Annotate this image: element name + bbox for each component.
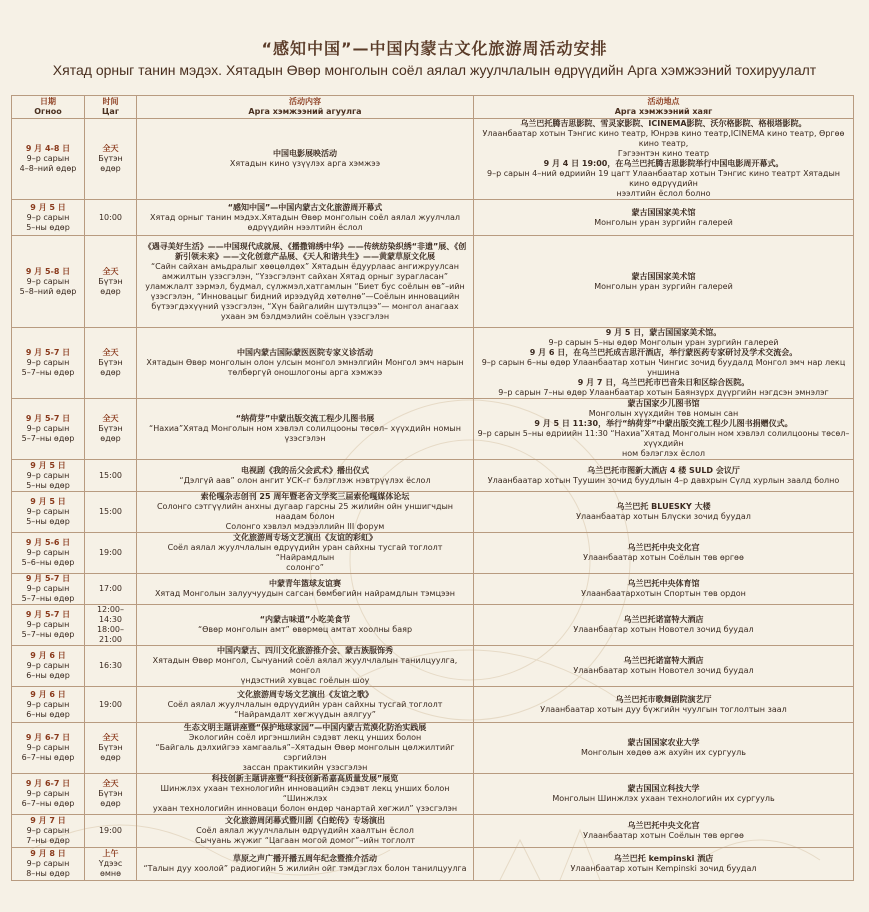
content-line: “Сайн сайхан амьдралыг хөөцөлдөх” Хятадын ёдуурлаас ангижруулсан амжилтын үзэсгэлэн, “Үзэсгэлэнт сайхан Хятад орныг зурагласан” уламжлалт зэрмэл, будмал, сүлжмэл,хатгамлын “Биет бус соёлын өв”–ийн үзэсгэлэн, “Инновацыг бидний ирээдүйд хөтөлнө”—Соёлын инновацийн бүтээгдэхүүний үзэсгэлэн, “Хүн байгалийн шүтэлцээ”— монгол анагаах ухаан эм бэлдмэлийн соёлын үзэсгэлэн — [145, 261, 465, 321]
date-cell — [12, 605, 85, 646]
content-line: зассан практикийн үзэсгэлэн — [242, 763, 368, 772]
date-line: 9–р сарын — [26, 620, 70, 629]
venue-line: 乌兰巴托中央体育馆 — [627, 579, 700, 588]
date-line: 5–7–ны өдөр — [21, 434, 75, 443]
table-row — [12, 399, 854, 460]
time-cell — [85, 399, 137, 460]
date-cell — [12, 646, 85, 687]
date-cell — [12, 533, 85, 574]
date-line: 6–ны өдөр — [26, 671, 70, 680]
content-cell — [137, 492, 474, 533]
content-line: Соёл аялал жуулчлалын өдрүүдийн уран сайхны тусгай тоглолт “Найрамдлын — [167, 543, 443, 562]
venue-line: 9–р сарын 4–ний өдриийн 19 цагт Улаанбаатар хотын Тэнгис кино театрт Хятадын кино өдрүүдийн — [486, 169, 841, 188]
time-line: 19:00 — [98, 826, 123, 835]
venue-line: 蒙古国国家农业大学 — [627, 738, 700, 747]
date-cell — [12, 492, 85, 533]
content-line: 科技创新主题讲座暨“科技创新希嘉高质量发展”展览 — [211, 774, 399, 783]
table-row — [12, 236, 854, 328]
date-line: 9–р сарын — [26, 661, 70, 670]
content-line: Солонго хэвлэл мэдээллийн III форум — [225, 522, 385, 531]
venue-line: Улаанбаатар хотын Тэнгис кино театр, Юнрэв кино театр,ICINEMA кино театр, Өргөө кино театр, — [482, 129, 845, 148]
time-line: 10:00 — [98, 212, 123, 222]
date-line: 9 月 6-7 日 — [25, 733, 71, 742]
page-title-chinese: “感知中国”—中国内蒙古文化旅游周活动安排 — [261, 39, 608, 58]
date-line: 5–ны өдөр — [26, 222, 70, 232]
content-line: Хятад Монголын залуучуудын сагсан бөмбөгийн найрамдлын тэмцээн — [154, 589, 456, 598]
time-line: 全天 — [102, 144, 119, 153]
content-cell — [137, 399, 474, 460]
date-line: 9 月 5-8 日 — [25, 266, 71, 276]
date-line: 5–8–ний өдөр — [19, 286, 77, 296]
table-row — [12, 815, 854, 848]
venue-line: Монголын Шинжлэх ухаан технологийн их сургууль — [552, 794, 775, 803]
date-line: 9–р сарын — [26, 276, 70, 286]
date-line: 9 月 6-7 日 — [25, 779, 71, 788]
date-cell — [12, 848, 85, 881]
venue-cell — [474, 723, 854, 774]
venue-line: 9 月 6 日，在乌兰巴托成吉思汗酒店，举行蒙医药专家研讨及学术交流会。 — [529, 348, 798, 357]
date-line: 9–р сарын — [26, 584, 70, 593]
content-cell — [137, 723, 474, 774]
date-line: 9–р сарын — [26, 424, 70, 433]
content-line: 《遇寻美好生活》——中国现代成就展、《播撒锦绣中华》——传统纺染织绣“非遗”展、《创新引领未来》——文化创意产品展、《天人和谐共生》——黄蒙草原文化展 — [143, 241, 467, 261]
date-cell — [12, 815, 85, 848]
content-cell — [137, 605, 474, 646]
venue-cell — [474, 815, 854, 848]
table-row — [12, 605, 854, 646]
time-line: 全天 — [102, 266, 119, 276]
date-cell — [12, 399, 85, 460]
content-line: 索伦嘎杂志创刊 25 周年暨老舍文学奖三届索伦嘎媒体论坛 — [200, 492, 410, 501]
time-cell — [85, 774, 137, 815]
venue-cell — [474, 200, 854, 236]
date-line: 9–р сарын — [26, 699, 70, 709]
content-line: “Өвөр монголын амт” өвөрмөц амтат хоолны баяр — [197, 625, 413, 634]
content-line: Соёл аялал жуулчлалын өдрүүдийн уран сайхны тусгай тоглолт — [167, 699, 443, 709]
time-line: Бүтэн өдөр — [98, 358, 123, 377]
venue-line: 乌兰巴托中央文化宫 — [627, 543, 700, 552]
date-cell — [12, 236, 85, 328]
content-line: “Байгаль дэлхийгээ хамгаалья”–Хятадын Өвөр монголын цөлжилтийг сэргийлэн — [155, 743, 455, 762]
header-content: 活动内容 Арга хэмжээний агуулга — [137, 96, 474, 119]
time-line: 12:00–14:30 — [96, 605, 125, 624]
content-line: өдрүүдийн нээлтийн ёслол — [247, 222, 363, 232]
content-cell — [137, 646, 474, 687]
table-row — [12, 687, 854, 723]
content-line: “Найрамдалт хөгжүүдын аялгуу” — [234, 709, 376, 719]
venue-cell — [474, 605, 854, 646]
venue-cell — [474, 460, 854, 492]
date-line: 9 月 5-7 日 — [25, 348, 71, 357]
venue-line: Улаанбаатар хотын Новотел зочид буудал — [573, 666, 754, 675]
content-cell — [137, 815, 474, 848]
date-line: 5–6–ны өдөр — [21, 558, 75, 567]
date-line: 6–7–ны өдөр — [21, 753, 75, 762]
content-line: Шинжлэх ухаан технологийн инновацийн сэдэвт лекц унших болон “Шинжлэх — [160, 784, 450, 803]
venue-cell — [474, 119, 854, 200]
time-line: 全天 — [102, 779, 119, 788]
content-line: “内蒙古味道”小吃美食节 — [259, 615, 351, 624]
date-cell — [12, 119, 85, 200]
venue-line: 9–р сарын 6–ны өдөр Улаанбаатар хотын Чингис зочид буудалд Монгол эмч нар лекц уншина — [481, 358, 846, 377]
schedule-table — [11, 95, 854, 881]
time-line: 15:00 — [98, 507, 123, 516]
content-line: Экологийн соёл иргэншлийн сэдэвт лекц унших болон — [188, 733, 422, 742]
content-line: “Нахиа”Хятад Монголын ном хэвлэл солилцооны төсөл– хүүхдийн номын — [149, 424, 461, 433]
date-line: 9 月 5-7 日 — [25, 414, 71, 423]
venue-line: 乌兰巴托市图新大酒店 4 楼 SULD 会议厅 — [587, 465, 740, 475]
table-row — [12, 119, 854, 200]
date-line: 9–р сарын — [26, 826, 70, 835]
page-title-mongolian: Хятад орныг танин мэдэх. Хятадын Өвөр монголын соёл аялал жуулчлалын өдрүүдийн Арга хэмжээний тохируулалт — [52, 62, 817, 78]
date-line: 6–7–ны өдөр — [21, 799, 75, 808]
content-line: Хятадын Өвөр монгол, Сычуаний соёл аялал жуулчлалын танилцуулга, монгол — [152, 656, 458, 675]
time-line: 17:00 — [98, 584, 123, 593]
content-line: 中国内蒙古、四川文化旅游推介会、蒙古族服饰秀 — [217, 646, 393, 655]
time-cell — [85, 328, 137, 399]
time-cell — [85, 574, 137, 605]
date-line: 9–р сарын — [26, 358, 70, 367]
time-cell — [85, 492, 137, 533]
content-line: 文化旅游周闭幕式暨川剧《白蛇传》专场演出 — [225, 816, 385, 825]
content-cell — [137, 119, 474, 200]
time-cell — [85, 119, 137, 200]
content-cell — [137, 200, 474, 236]
date-cell — [12, 328, 85, 399]
venue-cell — [474, 399, 854, 460]
venue-line: Улаанбаатар хотын Соёлын төв өргөө — [583, 553, 744, 562]
date-line: 9 月 5-7 日 — [25, 610, 71, 619]
venue-line: Улаанбаатар хотын Новотел зочид буудал — [573, 625, 754, 634]
header-venue: 活动地点 Арга хэмжээний хаяг — [474, 96, 854, 119]
venue-line: 乌兰巴托腾吉思影院、雪灵家影院、ICINEMA影院、沃尔格影院、格根塔影院。 — [520, 119, 807, 128]
date-line: 5–7–ны өдөр — [21, 594, 75, 603]
venue-line: Гэгээнтэн кино театр — [617, 149, 710, 158]
venue-cell — [474, 848, 854, 881]
venue-line: 乌兰巴托市歌舞剧院演艺厅 — [615, 694, 712, 704]
date-line: 9–р сарын — [26, 470, 70, 480]
date-line: 7–ны өдөр — [26, 836, 70, 845]
header-time: 时间 Цаг — [85, 96, 137, 119]
date-line: 9–р сарын — [26, 789, 70, 798]
table-row — [12, 200, 854, 236]
time-line: 全天 — [102, 348, 119, 357]
table-row — [12, 646, 854, 687]
venue-line: 乌兰巴托中央文化宫 — [627, 821, 700, 830]
venue-line: 9 月 5 日，蒙古国国家美术馆。 — [605, 328, 722, 337]
time-cell — [85, 646, 137, 687]
venue-line: 9 月 7 日，乌兰巴托市巴音朱日和区综合医院。 — [577, 378, 750, 387]
venue-line: Монголын хөдөө аж ахуйн их сургууль — [580, 748, 746, 757]
time-cell — [85, 687, 137, 723]
date-line: 9 月 8 日 — [30, 849, 66, 858]
venue-cell — [474, 236, 854, 328]
venue-line: 9–р сарын 5–ны өдөр Монголын уран зургийн галерей — [548, 338, 779, 347]
venue-line: нээлтийн ёслол болно — [616, 189, 711, 198]
time-cell — [85, 533, 137, 574]
venue-line: Улаанбаатар хотын Блүски зочид буудал — [576, 512, 751, 521]
content-cell — [137, 687, 474, 723]
date-line: 9–р сарын — [26, 548, 70, 557]
time-line: Бүтэн өдөр — [98, 743, 123, 762]
date-line: 9 月 5 日 — [30, 460, 66, 470]
time-cell — [85, 815, 137, 848]
table-row — [12, 723, 854, 774]
venue-cell — [474, 328, 854, 399]
venue-line: Монголын уран зургийн галерей — [594, 217, 733, 227]
venue-line: Улаанбаатар хотын Туушин зочид буудлын 4–р давхрын Сүлд хурлын заалд болно — [487, 475, 840, 485]
date-line: 9–р сарын — [26, 743, 70, 752]
content-line: 生态文明主题讲座暨“保护地球家园”—中国内蒙古荒漠化防治实践展 — [183, 723, 427, 732]
table-row — [12, 328, 854, 399]
content-line: Хятадын Өвөр монголын олон улсын монгол эмнэлгийн Монгол эмч нарын — [146, 358, 464, 367]
venue-line: ном бэлэглэх ёслол — [622, 449, 705, 458]
content-line: Соёл аялал жуулчлалын өдрүүдийн хаалтын ёслол — [196, 826, 414, 835]
content-line: 中国电影展映活动 — [273, 149, 337, 158]
time-line: 16:30 — [98, 661, 123, 670]
date-line: 9 月 5 日 — [30, 202, 66, 212]
time-line: 15:00 — [98, 470, 123, 480]
table-row — [12, 774, 854, 815]
venue-cell — [474, 646, 854, 687]
time-cell — [85, 605, 137, 646]
table-header-row — [12, 96, 854, 119]
content-cell — [137, 574, 474, 605]
time-cell — [85, 460, 137, 492]
content-line: “感知中国”—中国内蒙古文化旅游周开幕式 — [227, 202, 383, 212]
venue-line: 乌兰巴托 kempinski 酒店 — [613, 854, 714, 863]
table-row — [12, 460, 854, 492]
content-line: солонго” — [286, 563, 324, 572]
venue-line: 9 月 5 日 11:30，举行“纳荷芽”中蒙出版交流工程少儿图书捐赠仪式。 — [534, 419, 793, 428]
content-line: “Талын дуу хоолой” радиогийн 5 жилийн ойг тэмдэглэх болон танилцуулга — [143, 864, 467, 873]
date-line: 9 月 5-6 日 — [25, 538, 71, 547]
venue-line: 蒙古国家少儿图书馆 — [627, 399, 700, 408]
venue-cell — [474, 774, 854, 815]
table-row — [12, 492, 854, 533]
date-line: 5–7–ны өдөр — [21, 630, 75, 639]
venue-line: 蒙古国国立科技大学 — [627, 784, 700, 793]
venue-line: Улаанбаатар хотын дуу бүжгийн чуулгын тоглолтын заал — [540, 704, 787, 714]
content-cell — [137, 848, 474, 881]
date-line: 9–р сарын — [26, 507, 70, 516]
content-line: “纳荷芽”中蒙出版交流工程少儿图书展 — [235, 414, 375, 423]
venue-line: Монголын уран зургийн галерей — [594, 281, 733, 291]
content-line: үндэстний хувцас гоёлын шоу — [240, 676, 370, 685]
content-line: Сычуань жүжиг “Цагаан могой домог”–ийн тоглолт — [194, 836, 416, 845]
time-line: 全天 — [102, 733, 119, 742]
date-line: 9 月 5-7 日 — [25, 574, 71, 583]
content-line: Солонго сэтгүүлийн анхны дугаар гарсны 25 жилийн ойн уншигчдын наадам болон — [156, 502, 454, 521]
content-line: төлбөргүй оношлогоны арга хэмжээ — [227, 368, 383, 377]
table-row — [12, 574, 854, 605]
date-line: 5–7–ны өдөр — [21, 368, 75, 377]
content-line: 电视剧《我的岳父会武术》播出仪式 — [241, 465, 369, 475]
time-line: 全天 — [102, 414, 119, 423]
time-line: Бүтэн өдөр — [98, 424, 123, 443]
content-cell — [137, 533, 474, 574]
table-row — [12, 848, 854, 881]
content-line: Хятад орныг танин мэдэх.Хятадын Өвөр монголын соёл аялал жуулчлал — [150, 212, 460, 222]
venue-cell — [474, 574, 854, 605]
time-line: 上午 — [102, 849, 119, 858]
header-date: 日期 Огноо — [12, 96, 85, 119]
date-line: 4–8–ний өдөр — [19, 164, 77, 173]
venue-line: Монголын хүүхдийн төв номын сан — [588, 409, 739, 418]
content-cell — [137, 460, 474, 492]
time-line: 19:00 — [98, 699, 123, 709]
venue-line: 9–р сарын 7–ны өдөр Улаанбаатар хотын Баянзүрх дүүргийн нэгдсэн эмнэлэг — [498, 388, 829, 397]
content-line: 文化旅游周专场文艺演出《友谊之歌》 — [237, 689, 373, 699]
date-line: 9 月 6 日 — [30, 689, 66, 699]
content-line: 中蒙青年篮球友谊赛 — [269, 579, 341, 588]
date-cell — [12, 774, 85, 815]
venue-line: Улаанбаатар хотын Kempinski зочид буудал — [570, 864, 757, 873]
content-line: 草原之声广播开播五周年纪念暨推介活动 — [233, 854, 377, 863]
content-line: ухаан технологийн инноваци болон өндөр чанартай хөгжил” үзэсгэлэн — [152, 804, 458, 813]
time-line: 18:00–21:00 — [96, 625, 125, 644]
date-line: 9–р сарын — [26, 212, 70, 222]
date-line: 5–ны өдөр — [26, 480, 70, 490]
venue-cell — [474, 492, 854, 533]
date-line: 5–ны өдөр — [26, 517, 70, 526]
date-cell — [12, 723, 85, 774]
date-line: 9 月 6 日 — [30, 651, 66, 660]
time-cell — [85, 848, 137, 881]
content-cell — [137, 236, 474, 328]
date-line: 9–р сарын — [26, 154, 70, 163]
time-line: Бүтэн өдөр — [98, 276, 123, 296]
venue-cell — [474, 687, 854, 723]
date-line: 9 月 4-8 日 — [25, 144, 71, 153]
date-line: 8–ны өдөр — [26, 869, 70, 878]
content-line: Хятадын кино үзүүлэх арга хэмжээ — [229, 159, 381, 168]
venue-line: 蒙古国国家美术馆 — [631, 271, 696, 281]
content-line: 中国内蒙古国际蒙医医院专家义诊活动 — [237, 348, 373, 357]
date-cell — [12, 574, 85, 605]
venue-line: 乌兰巴托诺富特大酒店 — [623, 656, 704, 665]
venue-line: 蒙古国国家美术馆 — [631, 207, 696, 217]
date-line: 9–р сарын — [26, 859, 70, 868]
venue-line: 乌兰巴托诺富特大酒店 — [623, 615, 704, 624]
date-line: 9 月 7 日 — [30, 816, 66, 825]
date-cell — [12, 460, 85, 492]
venue-line: 乌兰巴托 BLUESKY 大楼 — [616, 502, 711, 511]
time-cell — [85, 723, 137, 774]
date-line: 6–ны өдөр — [26, 709, 70, 719]
content-line: “Дэлгүй аав” олон ангит УСК–г бэлэглэж нэвтрүүлэх ёслол — [179, 475, 431, 485]
date-line: 9 月 5 日 — [30, 497, 66, 506]
venue-line: Улаанбаатар хотын Соёлын төв өргөө — [583, 831, 744, 840]
content-line: 文化旅游周专场文艺演出《友谊的彩虹》 — [233, 533, 377, 542]
time-line: Үдээс өмнө — [98, 859, 123, 878]
time-cell — [85, 236, 137, 328]
venue-line: 9–р сарын 5–ны өдриийн 11:30 “Нахиа”Хятад Монголын ном хэвлэл солилцооны төсөл–хүүхдийн — [477, 429, 850, 448]
venue-line: Улаанбаатархотын Спортын төв ордон — [581, 589, 746, 598]
content-line: үзэсгэлэн — [284, 434, 326, 443]
table-row — [12, 533, 854, 574]
time-line: Бүтэн өдөр — [98, 789, 123, 808]
date-cell — [12, 687, 85, 723]
content-cell — [137, 328, 474, 399]
venue-cell — [474, 533, 854, 574]
time-cell — [85, 200, 137, 236]
venue-line: 9 月 4 日 19:00，在乌兰巴托腾吉思影院举行中国电影周开幕式。 — [543, 159, 784, 168]
time-line: 19:00 — [98, 548, 123, 557]
content-cell — [137, 774, 474, 815]
date-cell — [12, 200, 85, 236]
time-line: Бүтэн өдөр — [98, 154, 123, 173]
